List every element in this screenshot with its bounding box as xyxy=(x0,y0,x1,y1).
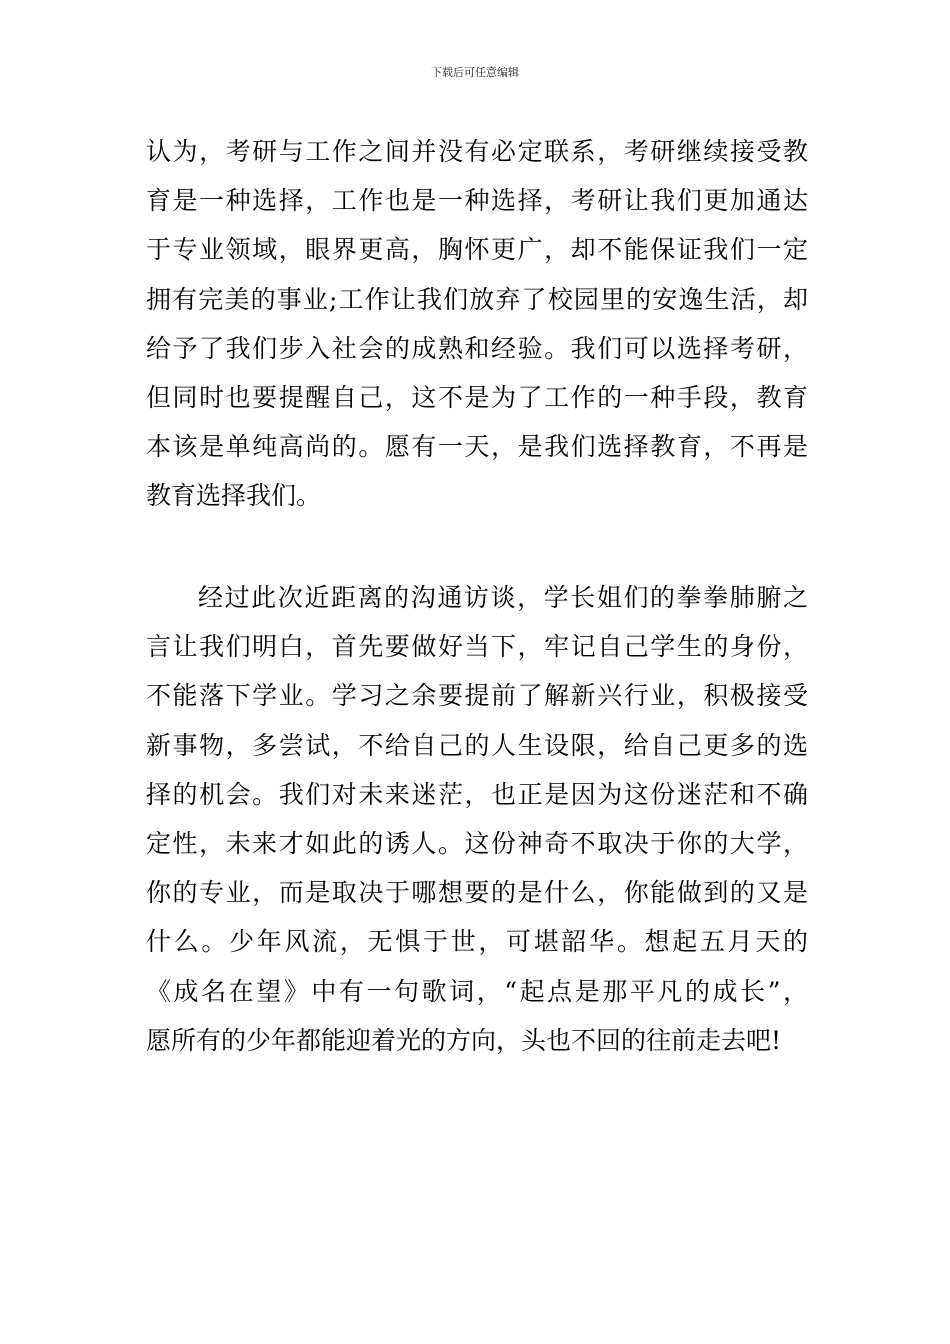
text-line: 什么。少年风流，无惧于世，可堪韶华。想起五月天的 xyxy=(146,927,808,957)
text-line: 新事物，多尝试，不给自己的人生设限，给自己更多的选 xyxy=(146,730,808,760)
text-line: 于专业领域，眼界更高，胸怀更广，却不能保证我们一定 xyxy=(146,235,808,265)
text-line: 拥有完美的事业;工作让我们放弃了校园里的安逸生活，却 xyxy=(146,284,808,314)
text-line: 本该是单纯高尚的。愿有一天，是我们选择教育，不再是 xyxy=(146,432,808,462)
text-line: 但同时也要提醒自己，这不是为了工作的一种手段，教育 xyxy=(146,382,808,412)
text-line: 教育选择我们。 xyxy=(146,481,322,511)
paragraph-1 xyxy=(146,127,808,521)
paragraph-2 xyxy=(146,573,808,1065)
text-line: 给予了我们步入社会的成熟和经验。我们可以选择考研， xyxy=(146,333,808,363)
text-line: 言让我们明白，首先要做好当下，牢记自己学生的身份， xyxy=(146,632,808,662)
text-line: 不能落下学业。学习之余要提前了解新兴行业，积极接受 xyxy=(146,681,808,711)
text-line: 育是一种选择，工作也是一种选择，考研让我们更加通达 xyxy=(146,186,808,216)
text-line: 择的机会。我们对未来迷茫，也正是因为这份迷茫和不确 xyxy=(146,779,808,809)
page-header-note: 下载后可任意编辑 xyxy=(431,66,519,79)
text-line: 定性，未来才如此的诱人。这份神奇不取决于你的大学， xyxy=(146,828,808,858)
text-line: 《成名在望》中有一句歌词，“起点是那平凡的成长”， xyxy=(146,976,808,1006)
text-line: 经过此次近距离的沟通访谈，学长姐们的拳拳肺腑之 xyxy=(198,583,808,612)
text-line: 认为，考研与工作之间并没有必定联系，考研继续接受教 xyxy=(146,137,808,166)
text-line: 你的专业，而是取决于哪想要的是什么，你能做到的又是 xyxy=(146,878,808,908)
text-line: 愿所有的少年都能迎着光的方向，头也不回的往前走去吧! xyxy=(146,1025,782,1055)
